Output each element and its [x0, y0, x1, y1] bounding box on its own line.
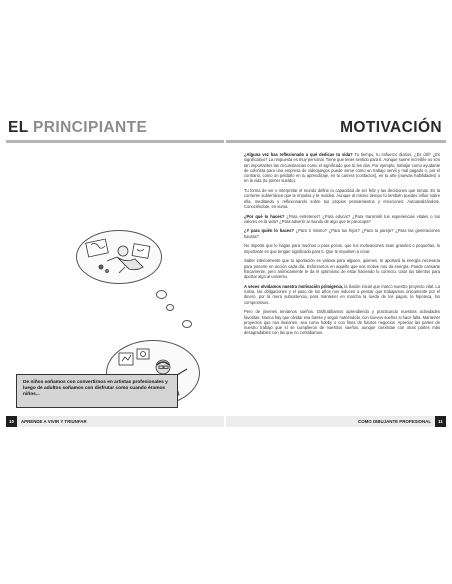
right-page-heading: MOTIVACIÓN	[340, 119, 442, 136]
body-text	[244, 152, 440, 340]
paragraph	[244, 152, 440, 184]
drawing-child-illustration	[76, 230, 162, 284]
paragraph	[244, 228, 440, 239]
thought-bubble	[156, 290, 167, 299]
footer-label: APRENDE A VIVIR Y TRIUNFAR	[21, 419, 87, 424]
paragraph-text: ¿Para ti mismo? ¿Para tus hijos? ¿Para tu pareja? ¿Para las generaciones futuras?	[244, 228, 440, 239]
heading-rule	[226, 140, 446, 143]
paragraph-text: Tu tiempo, tu esfuerzo diarios, ¿Es útil? ¿Es significativo? La respuesta es muy personal. Tiene que tener sentido para ti. Aunque suene increíble no son tan importantes las circunstancias como el significado que tú les das. Por ejemplo, trabajar como ayudante de colorista para una empresa de videojuegos puede verse como un trabajo servil y mal pagado o, por el contrario, como un peldaño en tu aprendizaje, en tu carrera (contactos), en tu arte (nuevas habilidades) o en la vida (tu primer sueldo).	[244, 152, 440, 184]
thought-bubble	[166, 304, 174, 311]
page-number: 11	[435, 416, 446, 427]
paragraph-text: No importa que lo hagas para muchos o para pocos, que tus motivaciones sean grandes o pequeñas, lo importante es que tengan significado para ti. Que te impulsen a crear.	[244, 243, 440, 254]
page-number: 10	[6, 416, 17, 427]
paragraph	[244, 284, 440, 305]
paragraph-text: Saber interiormente que tu aportación es valiosa para alguien, quienes, te aportará la energía necesaria para ponerte en acción cada día. Esforzarnos en aquello que nos motive nos da energía. Puede cansarte físicamente, pero anímicamente te da el optimismo de estar haciendo lo correcto. Usar tus talentos para aportar algo al universo.	[244, 258, 440, 280]
thought-bubble	[182, 320, 192, 328]
paragraph-lead: ¿Alguna vez has reflexionado a qué dedicas tu vida?	[244, 152, 353, 157]
paragraph-lead: ¿Y para quién lo haces?	[244, 228, 294, 234]
paragraph	[244, 309, 440, 335]
paragraph-lead: A veces olvidamos nuestra motivación primigenia,	[244, 283, 344, 289]
left-page	[6, 112, 224, 462]
paragraph-text: Tu forma de ver e interpretar el mundo define tu capacidad de ser feliz y las decisiones que tomas. Es la corriente subterránea que te impulsa y te moldea. Aunque al mismo tiempo tú también puedes influir sobre ella, meditando y reflexionando sobre tus propios pensamientos y emociones: Autoanalizándote. Conociéndote, en suma.	[244, 188, 440, 209]
heading-prefix: EL	[8, 119, 34, 136]
paragraph-text: ¿Para entretener? ¿Para educar? ¿Para transmitir tus experiencias vitales o tus valores en la vida? ¿Para advertir al mundo de algo que te preocupa?	[244, 213, 440, 224]
right-footer	[226, 416, 446, 427]
book-spread	[6, 112, 446, 462]
paragraph	[244, 188, 440, 209]
right-page	[226, 112, 446, 462]
caption-box: De niños soñamos con convertirnos en artistas profesionales y luego de adultos soñamos con disfrutar como cuando éramos niños...	[16, 374, 178, 408]
footer-label: COMO DIBUJANTE PROFESIONAL	[358, 419, 431, 424]
paragraph	[244, 258, 440, 279]
heading-rule	[6, 140, 224, 143]
paragraph-text: la ilusión inicial que marcó nuestro proyecto vital. La rutina, las obligaciones y el paso de los años nos inducen a pensar que trabajamos únicamente por el dinero, por la mera subsistencia, para mantener en marcha la rueda de los pagos, la hipoteca, los compromisos.	[244, 283, 440, 305]
left-page-heading	[8, 120, 147, 136]
paragraph	[244, 243, 440, 254]
paragraph-lead: ¿Por qué lo haces?	[244, 213, 285, 219]
heading-highlight: PRINCIPIANTE	[33, 119, 148, 136]
paragraph	[244, 214, 440, 225]
paragraph-text: Pero de jóvenes teníamos sueños. Disfrutábamos aprendiendo y practicando nuestras actividades favoritas. Nunca hay que olvidar esa fuente y seguir nutriéndola, con nuevos sueños si hace falta. Mantener proyectos que nos ilusionen, sea como hobby o con fines de futuros negocios. Apreciar las partes de nuestro trabajo que sí se cumplieron de nuestros sueños, aunque coexistan con otras partes más desagradables con las que no contábamos.	[244, 309, 440, 336]
left-footer	[6, 416, 224, 427]
